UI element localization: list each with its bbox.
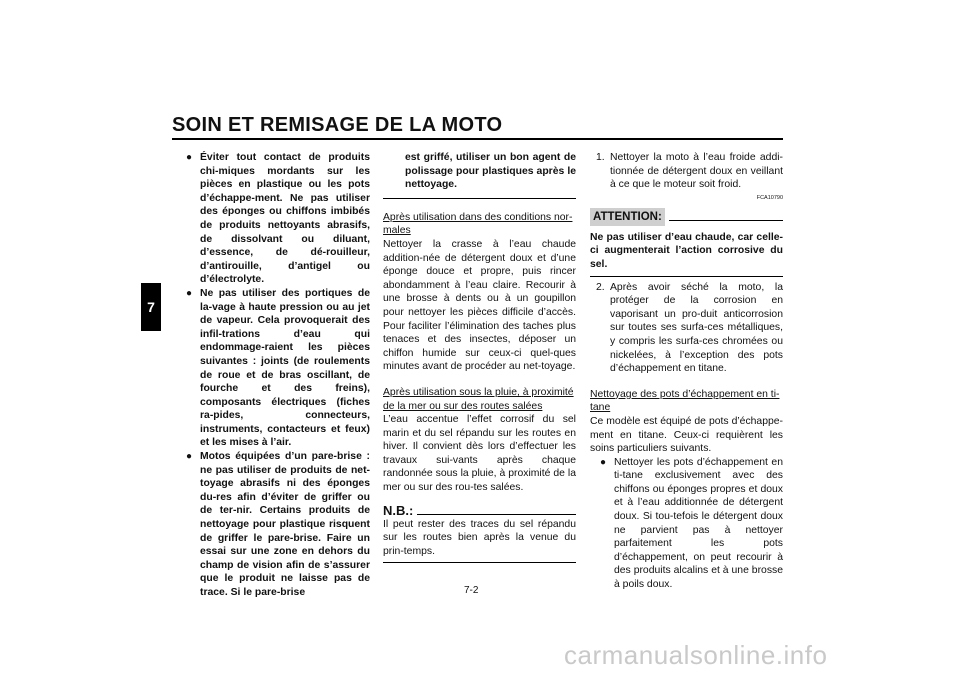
attention-rule xyxy=(669,220,783,221)
page-title: SOIN ET REMISAGE DE LA MOTO xyxy=(172,114,503,136)
step-1-text: Nettoyer la moto à l’eau froide addi-tionnée de détergent doux en veillant à ce que le moteur soit froid. xyxy=(610,152,783,191)
step-2 xyxy=(590,281,783,376)
nb-header xyxy=(383,503,576,518)
warning-bullet-3: ● Motos équipées d’un pare-brise : ne pas utiliser de produits de net-toyage abrasifs ni des éponges du-res afin d’éviter de griffer ou de ter-nir. Certains produits de nettoyage pour plastique risquent de griffer le pare-brise. Faire un essai sur une zone en dehors du champ de vision afin de s’assurer que le produit ne laisse pas de trace. Si le pare-brise xyxy=(186,450,370,600)
column-2 xyxy=(383,151,576,563)
warning-bullet-2: ● Ne pas utiliser des portiques de la-vage à haute pression ou au jet de vapeur. Cela provoquerait des infil-trations d’eau qui endommage-raient les pièces suivantes : joints (de roulements de roue et de bras oscillant, de fourche et des freins), composants électriques (fiches ra-pides, connecteurs, instruments, contacteurs et feux) et les mises à l’air. xyxy=(186,287,370,450)
warning-continuation: est griffé, utiliser un bon agent de polissage pour plastiques après le nettoyage. xyxy=(405,152,576,191)
section-heading-rain-salt: Après utilisation sous la pluie, à proximité de la mer ou sur des routes salées xyxy=(383,386,574,412)
step-1 xyxy=(590,151,783,192)
titanium-bullet: ● Nettoyer les pots d’échappement en ti-tane exclusivement avec des chiffons ou éponges propres et doux et à l’eau additionnée de détergent doux. Si tou-tefois le détergent doux ne parvient pas à nettoyer parfaitement les pots d’échappement, on peut recourir à des produits alcalins et à une brosse à poils doux. xyxy=(590,456,783,592)
section-body-rain-salt: L’eau accentue l’effet corrosif du sel marin et du sel répandu sur les routes en hiver. Il convient dès lors d’effectuer les travaux sui-vants après chaque randonnée sous la pluie, à proximité de la mer ou sur des rou-tes salées. xyxy=(383,414,576,494)
section-body-titanium: Ce modèle est équipé de pots d’échappe-ment en titane. Ceux-ci requièrent les soins particuliers suivants. xyxy=(590,415,783,455)
nb-end-rule xyxy=(383,562,576,563)
title-rule xyxy=(172,138,783,140)
warning-end-rule xyxy=(383,198,576,199)
column-1 xyxy=(186,151,370,600)
warning-bullet-1: ● Éviter tout contact de produits chi-miques mordants sur les pièces en plastique ou les pots d’échappe-ment. Ne pas utiliser des éponges ou chiffons imbibés de produits nettoyants abrasifs, de dissolvant ou diluant, d’essence, de dé-rouilleur, d’antirouille, d’antigel ou d’électrolyte. xyxy=(186,151,370,287)
step-2-text: Après avoir séché la moto, la protéger de la corrosion en vaporisant un pro-duit anticorrosion sur toutes ses surfa-ces métalliques, y compris les surfa-ces chromées ou nickelées, à l’exception des pots d’échappement en titane. xyxy=(610,281,783,375)
step-1-number: 1. xyxy=(596,152,605,163)
section-heading-titanium: Nettoyage des pots d’échappement en ti-tane xyxy=(590,388,780,414)
step-2-number: 2. xyxy=(596,281,605,293)
watermark: carmanualsonline.info xyxy=(564,640,828,670)
column-3 xyxy=(590,151,783,592)
attention-text: Ne pas utiliser d’eau chaude, car celle-ci augmenterait l’action corrosive du sel. xyxy=(590,231,783,270)
attention-code: FCA10790 xyxy=(756,194,783,201)
nb-rule xyxy=(417,514,576,515)
nb-body: Il peut rester des traces du sel répandu sur les routes bien après la venue du prin-temps. xyxy=(383,518,576,557)
attention-label: ATTENTION: xyxy=(590,208,665,226)
section-heading-normal-use: Après utilisation dans des conditions nor-males xyxy=(383,211,573,237)
attention-end-rule xyxy=(590,276,783,277)
section-body-normal-use: Nettoyer la crasse à l’eau chaude addition-née de détergent doux et d’une éponge douce et propre, puis rincer abondamment à l’eau claire. Recourir à une brosse à dents ou à un goupillon pour nettoyer les pièces difficile d’accès. Pour faciliter l’élimination des taches plus tenaces et des insectes, déposer un chiffon humide sur ceux-ci quel-ques minutes avant de procéder au net-toyage. xyxy=(383,238,576,373)
chapter-tab: 7 xyxy=(141,283,161,331)
page-number: 7-2 xyxy=(464,585,479,596)
nb-label: N.B.: xyxy=(383,502,414,518)
attention-header xyxy=(590,208,783,226)
